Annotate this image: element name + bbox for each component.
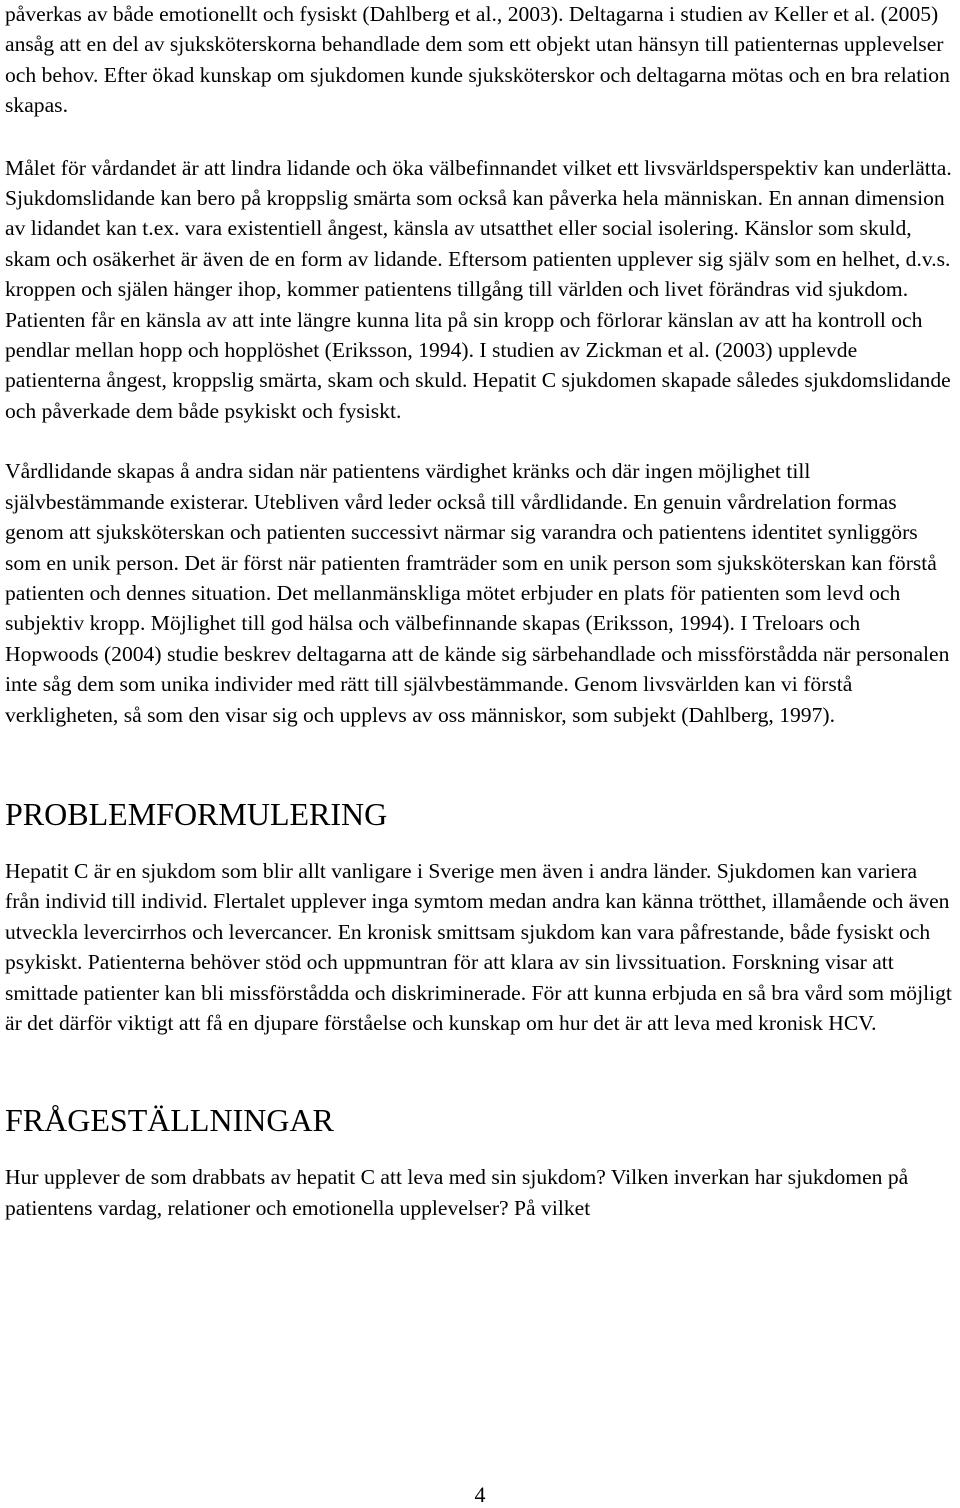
heading-fragestallningar: FRÅGESTÄLLNINGAR (5, 1102, 334, 1139)
paragraph-vardlidande: Vårdlidande skapas å andra sidan när patientens värdighet kränks och där ingen möjlighet till självbestämmande existerar. Utebliven vård leder också till vårdlidande. En genuin vårdrelation formas genom att sjuksköterskan och patienten successivt närmar sig varandra och patientens identitet synliggörs som en unik person. Det är först när patienten framträder som en unik person som sjuksköterskan kan förstå patienten och dennes situation. Det mellanmänskliga mötet erbjuder en plats för patienten som levd och subjektiv kropp. Möjlighet till god hälsa och välbefinnande skapas (Eriksson, 1994). I Treloars och Hopwoods (2004) studie beskrev deltagarna att de kände sig särbehandlade och missförstådda när personalen inte såg dem som unika individer med rätt till självbestämmande. Genom livsvärlden kan vi förstå verkligheten, så som den visar sig och upplevs av oss människor, som subjekt (Dahlberg, 1997). (5, 459, 950, 727)
heading-problemformulering: PROBLEMFORMULERING (5, 795, 388, 832)
document-page (5, 0, 957, 1223)
paragraph-sjukdomslidande: Målet för vårdandet är att lindra lidande och öka välbefinnandet vilket ett livsvärldsperspektiv kan underlätta. Sjukdomslidande kan bero på kroppslig smärta som också kan påverka hela människan. En annan dimension av lidandet kan t.ex. vara existentiell ångest, känsla av utsatthet eller social isolering. Känslor som skuld, skam och osäkerhet är även de en form av lidande. Eftersom patienten upplever sig själv som en helhet, d.v.s. kroppen och själen hänger ihop, kommer patientens tillgång till världen och livet förändras vid sjukdom. Patienten får en känsla av att inte längre kunna lita på sin kropp och förlorar känslan av att ha kontroll och pendlar mellan hopp och hopplöshet (Eriksson, 1994). I studien av Zickman et al. (2003) upplevde patienterna ångest, kroppslig smärta, skam och skuld. Hepatit C sjukdomen skapade således sjukdomslidande och påverkade dem både psykiskt och fysiskt. (5, 155, 952, 423)
paragraph-fragestallningar: Hur upplever de som drabbats av hepatit C att leva med sin sjukdom? Vilken inverkan har sjukdomen på patientens vardag, relationer och emotionella upplevelser? På vilket (5, 1165, 909, 1220)
page-number: 4 (474, 1482, 486, 1507)
paragraph-problemformulering: Hepatit C är en sjukdom som blir allt vanligare i Sverige men även i andra länder. Sjukdomen kan variera från individ till individ. Flertalet upplever inga symtom medan andra kan känna trötthet, illamående och även utveckla levercirrhos och levercancer. En kronisk smittsam sjukdom kan vara påfrestande, både fysiskt och psykiskt. Patienterna behöver stöd och uppmuntran för att klara av sin livssituation. Forskning visar att smittade patienter kan bli missförstådda och diskriminerade. För att kunna erbjuda en så bra vård som möjligt är det därför viktigt att få en djupare förståelse och kunskap om hur det är att leva med kronisk HCV. (5, 858, 952, 1035)
paragraph-intro: påverkas av både emotionellt och fysiskt (Dahlberg et al., 2003). Deltagarna i studien av Keller et al. (2005) ansåg att en del av sjuksköterskorna behandlade dem som ett objekt utan hänsyn till patienternas upplevelser och behov. Efter ökad kunskap om sjukdomen kunde sjuksköterskor och deltagarna mötas och en bra relation skapas. (5, 2, 950, 118)
